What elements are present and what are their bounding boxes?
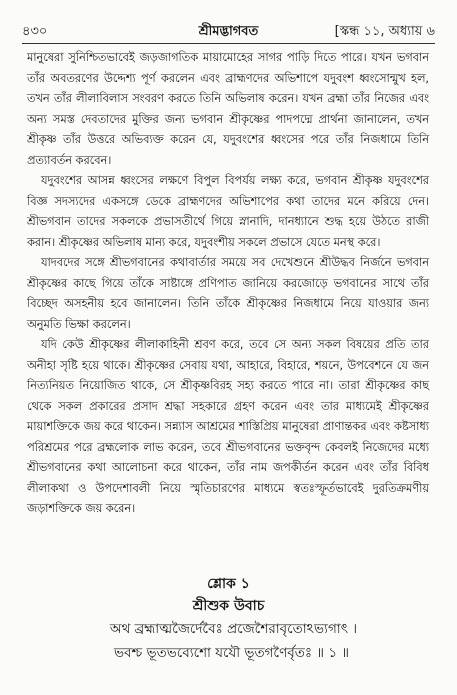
book-title: শ্রীমদ্ভাগবত: [198, 24, 259, 39]
page-number: ৪৩০: [22, 24, 48, 39]
section-reference: [স্কন্ধ ১১, অধ্যায় ৬: [334, 24, 435, 39]
paragraph-1: মানুষেরা সুনিশ্চিতভাবেই জড়জাগতিক মায়ামোহের সাগর পাড়ি দিতে পারে। যখন ভগবান তাঁর অবতরণের উদ্দেশ্য পূর্ণ করলেন এবং ব্রাহ্মণদের অভিশাপে যদুবংশ ধ্বংসোন্মুখ হল, তখন তাঁর লীলাবিলাস সংবরণ করতে তিনি অভিলাষ করেন। যখন ব্রহ্মা তাঁর নিজের এবং অন্য সমস্ত দেবতাদের মুক্তির জন্য ভগবান শ্রীকৃষ্ণের পাদপদ্মে প্রার্থনা জানালেন, তখন শ্রীকৃষ্ণ তাঁর উত্তরে অভিব্যক্ত করেন যে, যদুবংশের ধ্বংসের পরে তাঁর নিজধামে তিনি প্রত্যাবর্তন করবেন।: [27, 51, 429, 167]
paragraph-4: যদি কেউ শ্রীকৃষ্ণের লীলাকাহিনী শ্রবণ করে, তবে সে অন্য সকল বিষয়ের প্রতি তার অনীহা সৃষ্টি হয়ে থাকে। শ্রীকৃষ্ণের সেবায় যথা, আহারে, বিহারে, শয়নে, উপবেশনে যে জন নিত্যনিয়ত নিয়োজিত থাকে, সে শ্রীকৃষ্ণবিরহ সহ্য করতে পারে না। তারা শ্রীকৃষ্ণের কাছ থেকে সকল প্রকারের প্রসাদ শ্রদ্ধা সহকারে গ্রহণ করেন এবং তার মাধ্যমেই শ্রীকৃষ্ণের মায়াশক্তিকে জয় করে থাকেন। সন্ন্যাস আশ্রমের শাস্তিপ্রিয় মানুষেরা প্রাণান্তকর এবং কষ্টসাধ্য পরিশ্রমের পরে ব্রহ্মলোক লাভ করেন, তবে শ্রীভগবানের ভক্তবৃন্দ কেবলই নিজেদের মধ্যে শ্রীভগবানের কথা আলোচনা করে থাকেন, তাঁর নাম জপকীর্তন করেন এবং তাঁর বিবিধ লীলাকথা ও উপদেশাবলী নিয়ে স্মৃতিচারণের মাধ্যমে স্বতঃস্ফূর্তভাবেই দুরতিক্রমণীয় জড়াশক্তিকে জয় করেন।: [27, 338, 429, 515]
verse-line-2: ভবশ্চ ভূতভব্যেশো যযৌ ভূতগণৈর্বৃতঃ ॥ ১ ॥: [113, 645, 350, 661]
header-divider: [22, 43, 435, 44]
page-header: [22, 22, 435, 42]
paragraph-3: যাদবদের সঙ্গে শ্রীভগবানের কথাবার্তার সময়ে সব দেখেশুনে শ্রীউদ্ধব নির্জনে ভগবান শ্রীকৃষ্ণের কাছে গিয়ে তাঁকে সাষ্টাঙ্গে প্রণিপাত জানিয়ে করজোড়ে ভগবানের সাথে তাঁর বিচ্ছেদ অসহনীয় হবে জানালেন। তিনি তাঁকে শ্রীকৃষ্ণের নিজধামে নিয়ে যাওয়ার জন্য অনুমতি ভিক্ষা করলেন।: [27, 256, 429, 331]
verse-line-1: অথ ব্রহ্মাত্মজৈর্দেবৈঃ প্রজেশৈরাবৃতোঽভ্যগাৎ ।: [109, 621, 358, 637]
verse-block: [0, 574, 457, 665]
chapter-summary: [27, 48, 429, 520]
verse-label: শ্লোক ১: [207, 576, 250, 592]
paragraph-2: যদুবংশের আসন্ন ধ্বংসের লক্ষণে বিপুল বিপর্যয় লক্ষ্য করে, ভগবান শ্রীকৃষ্ণ যদুবংশের বিজ্ঞ সদস্যদের একসঙ্গে ডেকে ব্রাহ্মণদের অভিশাপের কথা তাদের মনে করিয়ে দেন। শ্রীভগবান তাদের সকলকে প্রভাসতীর্থে গিয়ে স্নানাদি, দানধ্যানে শুদ্ধ হয়ে উঠতে রাজী করান। শ্রীকৃষ্ণের অভিলাষ মান্য করে, যদুবংশীয় সকলে প্রভাসে যেতে মনস্থ করে।: [27, 174, 429, 249]
verse-speaker: শ্রীশুক উবাচ: [192, 598, 265, 614]
